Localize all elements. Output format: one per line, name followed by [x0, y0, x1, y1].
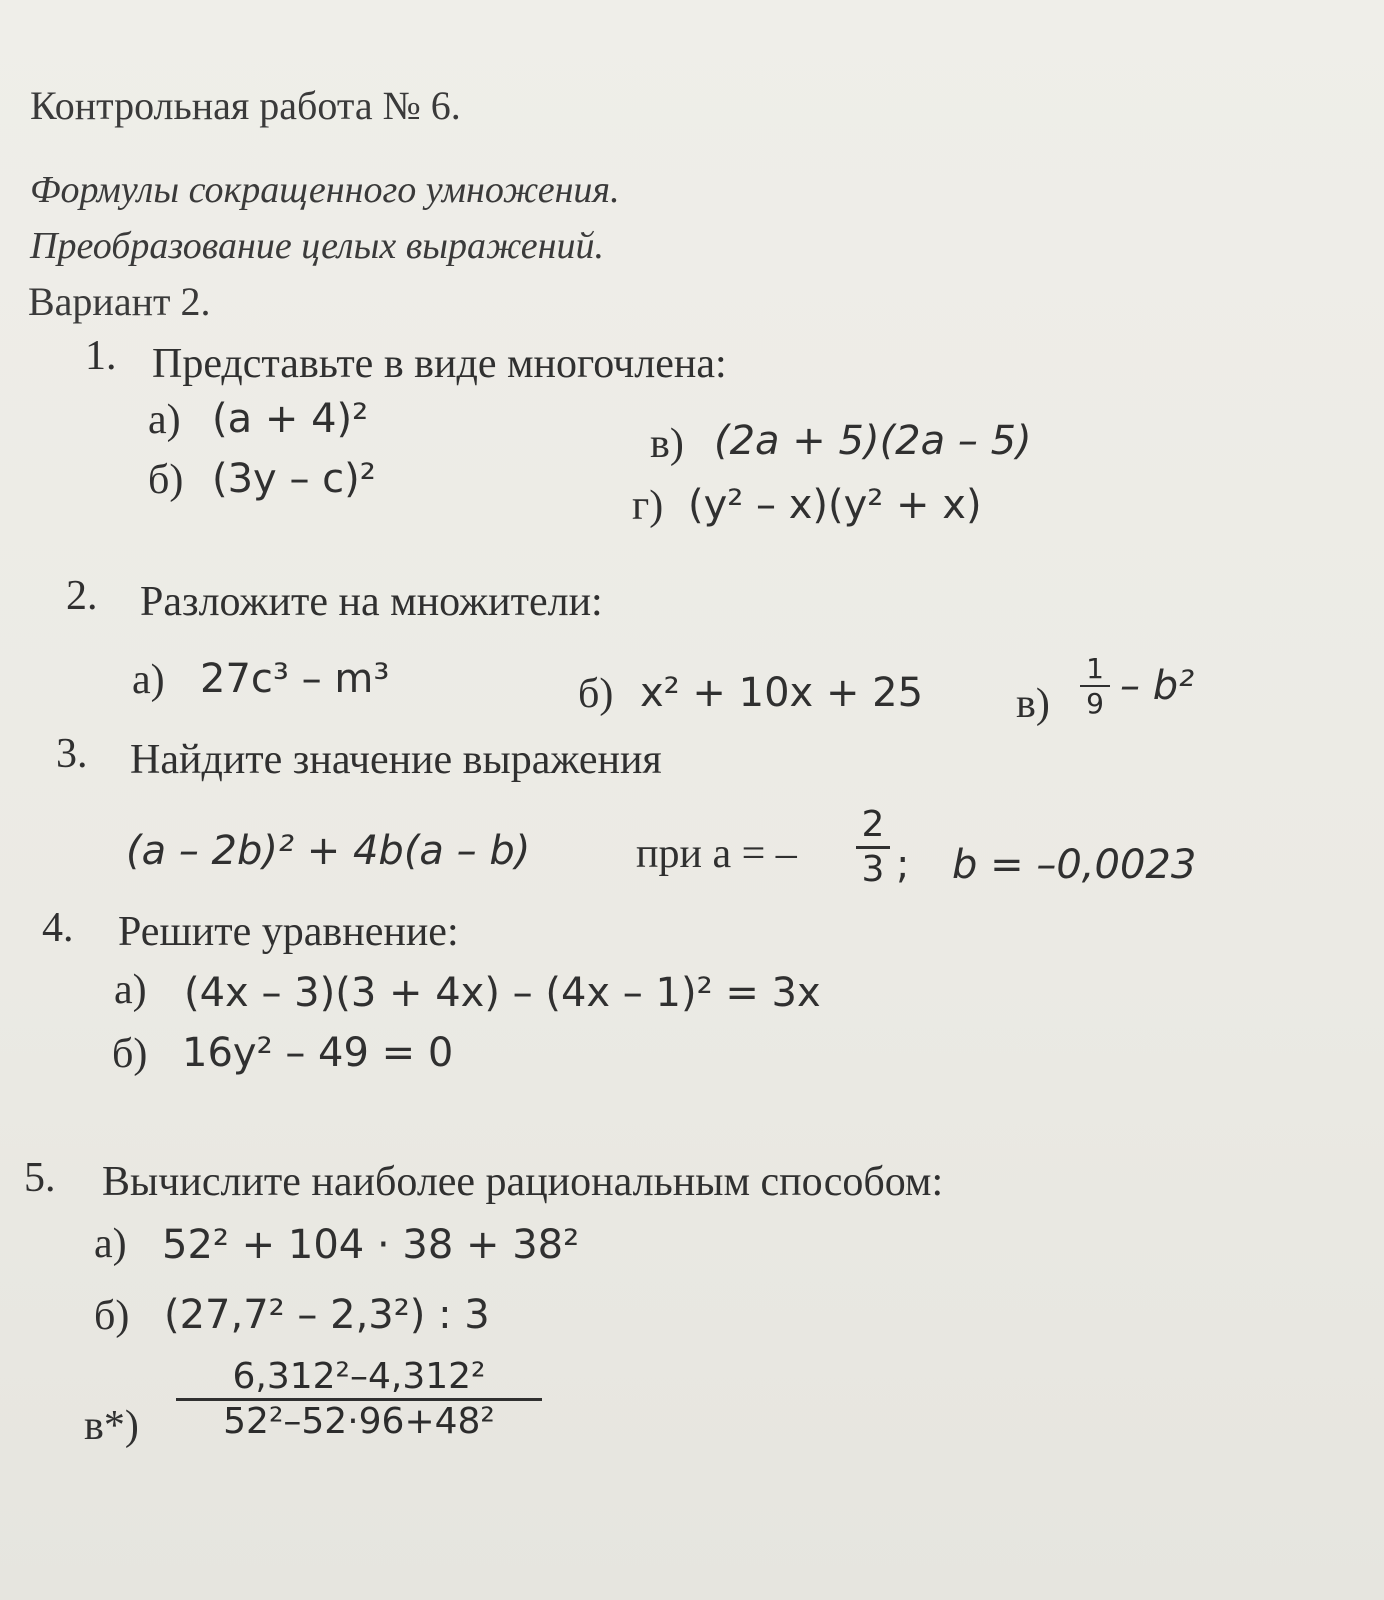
task-3-a-fraction — [856, 806, 890, 889]
task-4-text: Решите уравнение: — [118, 909, 459, 955]
task-1g-label: г) — [632, 483, 664, 529]
task-1b-expr: (3y – c)² — [212, 456, 376, 502]
task-4b-expr: 16y² – 49 = 0 — [182, 1030, 454, 1076]
task-1g-expr: (y² – x)(y² + x) — [688, 482, 982, 528]
task-3-separator: ; — [896, 842, 910, 888]
task-2v-fraction — [1080, 654, 1110, 719]
task-3-a-numerator: 2 — [861, 804, 885, 845]
task-1-text: Представьте в виде многочлена: — [152, 341, 727, 387]
task-2v-denominator: 9 — [1086, 687, 1104, 721]
task-1v-label: в) — [650, 421, 684, 467]
task-1a-expr: (a + 4)² — [212, 396, 369, 442]
task-2v-numerator: 1 — [1086, 652, 1104, 685]
task-5v-fraction-wrap — [176, 1358, 542, 1441]
task-5-number: 5. — [24, 1155, 56, 1201]
task-4a-label: а) — [114, 967, 147, 1013]
task-5a-label: а) — [94, 1221, 127, 1267]
task-1b-label: б) — [148, 457, 184, 503]
task-2a-label: а) — [132, 657, 165, 703]
task-5a-expr: 52² + 104 · 38 + 38² — [162, 1222, 580, 1268]
task-3-expr: (a – 2b)² + 4b(a – b) — [126, 828, 531, 874]
task-3-condition: при a = – — [636, 831, 797, 877]
task-2v-rest: – b² — [1120, 663, 1195, 710]
task-5v-denominator: 52²–52·96+48² — [223, 1400, 495, 1442]
task-4-number: 4. — [42, 905, 74, 951]
task-5-text: Вычислите наиболее рациональным способом: — [102, 1159, 944, 1205]
variant-label: Вариант 2. — [28, 279, 211, 324]
task-2v-label: в) — [1016, 681, 1050, 727]
task-5v-numerator: 6,312²–4,312² — [232, 1356, 486, 1397]
task-3-a-denominator: 3 — [861, 848, 885, 890]
task-4b-label: б) — [112, 1031, 148, 1077]
task-5v-fraction — [176, 1358, 542, 1441]
task-5v-label: в*) — [84, 1403, 139, 1449]
task-2b-label: б) — [578, 671, 614, 717]
task-3-text: Найдите значение выражения — [130, 737, 662, 783]
task-5b-expr: (27,7² – 2,3²) : 3 — [164, 1292, 490, 1338]
task-5b-label: б) — [94, 1293, 130, 1339]
task-1-number: 1. — [85, 333, 117, 379]
task-2-text: Разложите на множители: — [140, 579, 603, 625]
task-1a-label: а) — [148, 397, 181, 443]
topic-line-1: Формулы сокращенного умножения. — [30, 169, 620, 211]
page-title: Контрольная работа № 6. — [30, 83, 461, 128]
task-2a-expr: 27c³ – m³ — [200, 656, 390, 702]
task-2v-expr — [1080, 654, 1194, 719]
task-2b-expr: x² + 10x + 25 — [640, 670, 924, 716]
task-3-a-fraction-wrap — [856, 806, 890, 889]
task-1v-expr: (2a + 5)(2a – 5) — [714, 418, 1032, 464]
task-3-b-value: b = –0,0023 — [952, 842, 1197, 888]
task-3-number: 3. — [56, 731, 88, 777]
task-4a-expr: (4x – 3)(3 + 4x) – (4x – 1)² = 3x — [184, 970, 821, 1016]
task-2-number: 2. — [66, 573, 98, 619]
topic-line-2: Преобразование целых выражений. — [30, 225, 605, 267]
